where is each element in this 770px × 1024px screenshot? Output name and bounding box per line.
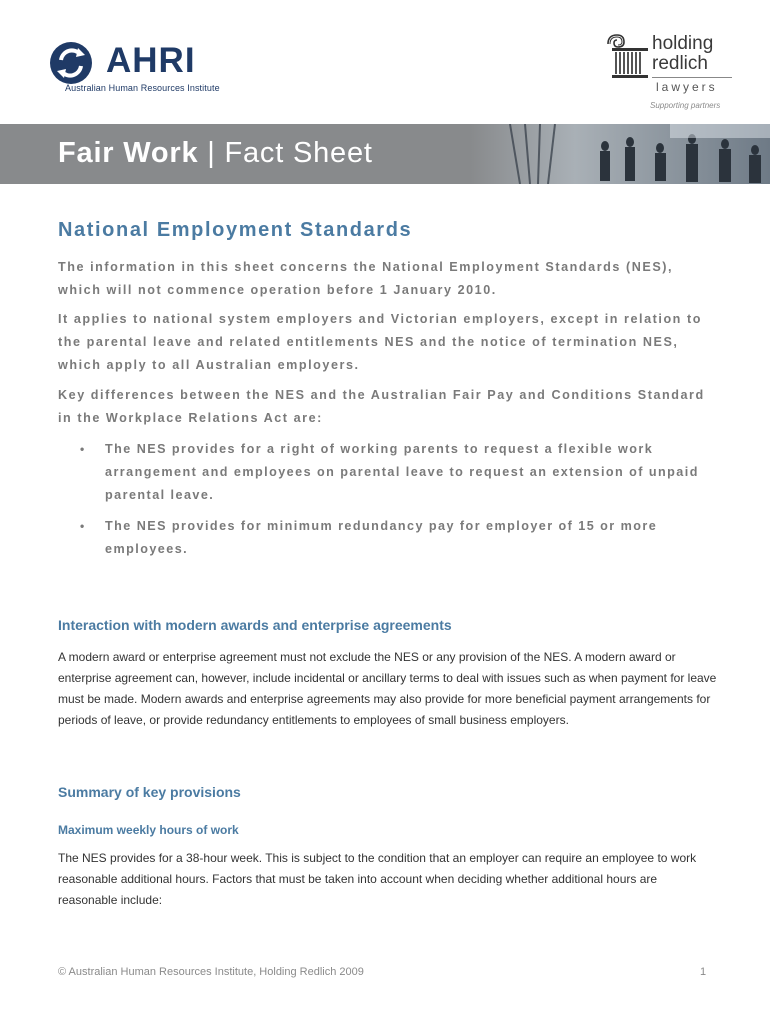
page-title — [58, 136, 373, 170]
title-bold: Fair Work — [58, 137, 199, 169]
interaction-paragraph: A modern award or enterprise agreement must not exclude the NES or any provision of the NES. A modern award or enterprise agreement can, however, include incidental or ancillary terms to deal with issues such as when payment for leave must be made. Modern awards and enterprise agreements may also provide for more beneficial payment arrangements for periods of leave, or provide redundancy entitlements to employees of small business employers. — [58, 650, 717, 727]
subheading-max-hours: Maximum weekly hours of work — [58, 823, 239, 837]
bullet-text: The NES provides for a right of working parents to request a flexible work arrangement and employees on parental leave to request an extension of unpaid parental leave. — [105, 442, 699, 502]
bullet-list-item — [80, 515, 720, 561]
section-heading-nes: National Employment Standards — [58, 219, 413, 241]
section-heading-interaction: Interaction with modern awards and enterprise agreements — [58, 617, 452, 633]
ahri-name: AHRI — [106, 41, 196, 80]
ahri-emblem-icon — [48, 40, 102, 86]
holding-redlich-logo — [604, 26, 734, 96]
bullet-list-item — [80, 438, 720, 507]
bullet-dot: • — [80, 519, 86, 533]
banner-photo-image — [470, 124, 770, 184]
bullet-text: The NES provides for minimum redundancy pay for employer of 15 or more employees. — [105, 519, 658, 556]
ionic-column-icon — [604, 32, 650, 82]
footer-copyright: © Australian Human Resources Institute, Holding Redlich 2009 — [58, 966, 364, 978]
intro-paragraph: Key differences between the NES and the Australian Fair Pay and Conditions Standard in the Workplace Relations Act are: — [58, 388, 705, 425]
partner-logo-rule — [652, 77, 732, 78]
section-heading-summary: Summary of key provisions — [58, 784, 241, 800]
intro-paragraph: The information in this sheet concerns the National Employment Standards (NES), which will not commence operation before 1 January 2010. — [58, 260, 674, 297]
title-separator: | — [207, 137, 216, 169]
bullet-dot: • — [80, 442, 86, 456]
max-hours-paragraph: The NES provides for a 38-hour week. This is subject to the condition that an employer can require an employee to work reasonable additional hours. Factors that must be taken into account when deciding whether additional hours are reasonable include: — [58, 851, 697, 907]
partner-name-line1: holding — [652, 33, 714, 54]
ahri-logo — [48, 38, 248, 98]
page-number: 1 — [700, 966, 707, 978]
partner-name-line2: redlich — [652, 53, 708, 74]
partner-name-line3: lawyers — [656, 80, 718, 94]
intro-paragraph: It applies to national system employers and Victorian employers, except in relation to the parental leave and related entitlements NES and the notice of termination NES, which apply to all Australian employers. — [58, 312, 702, 372]
title-light: Fact Sheet — [224, 137, 373, 169]
ahri-subtitle: Australian Human Resources Institute — [65, 83, 220, 93]
supporting-partners-tagline: Supporting partners — [650, 101, 721, 110]
